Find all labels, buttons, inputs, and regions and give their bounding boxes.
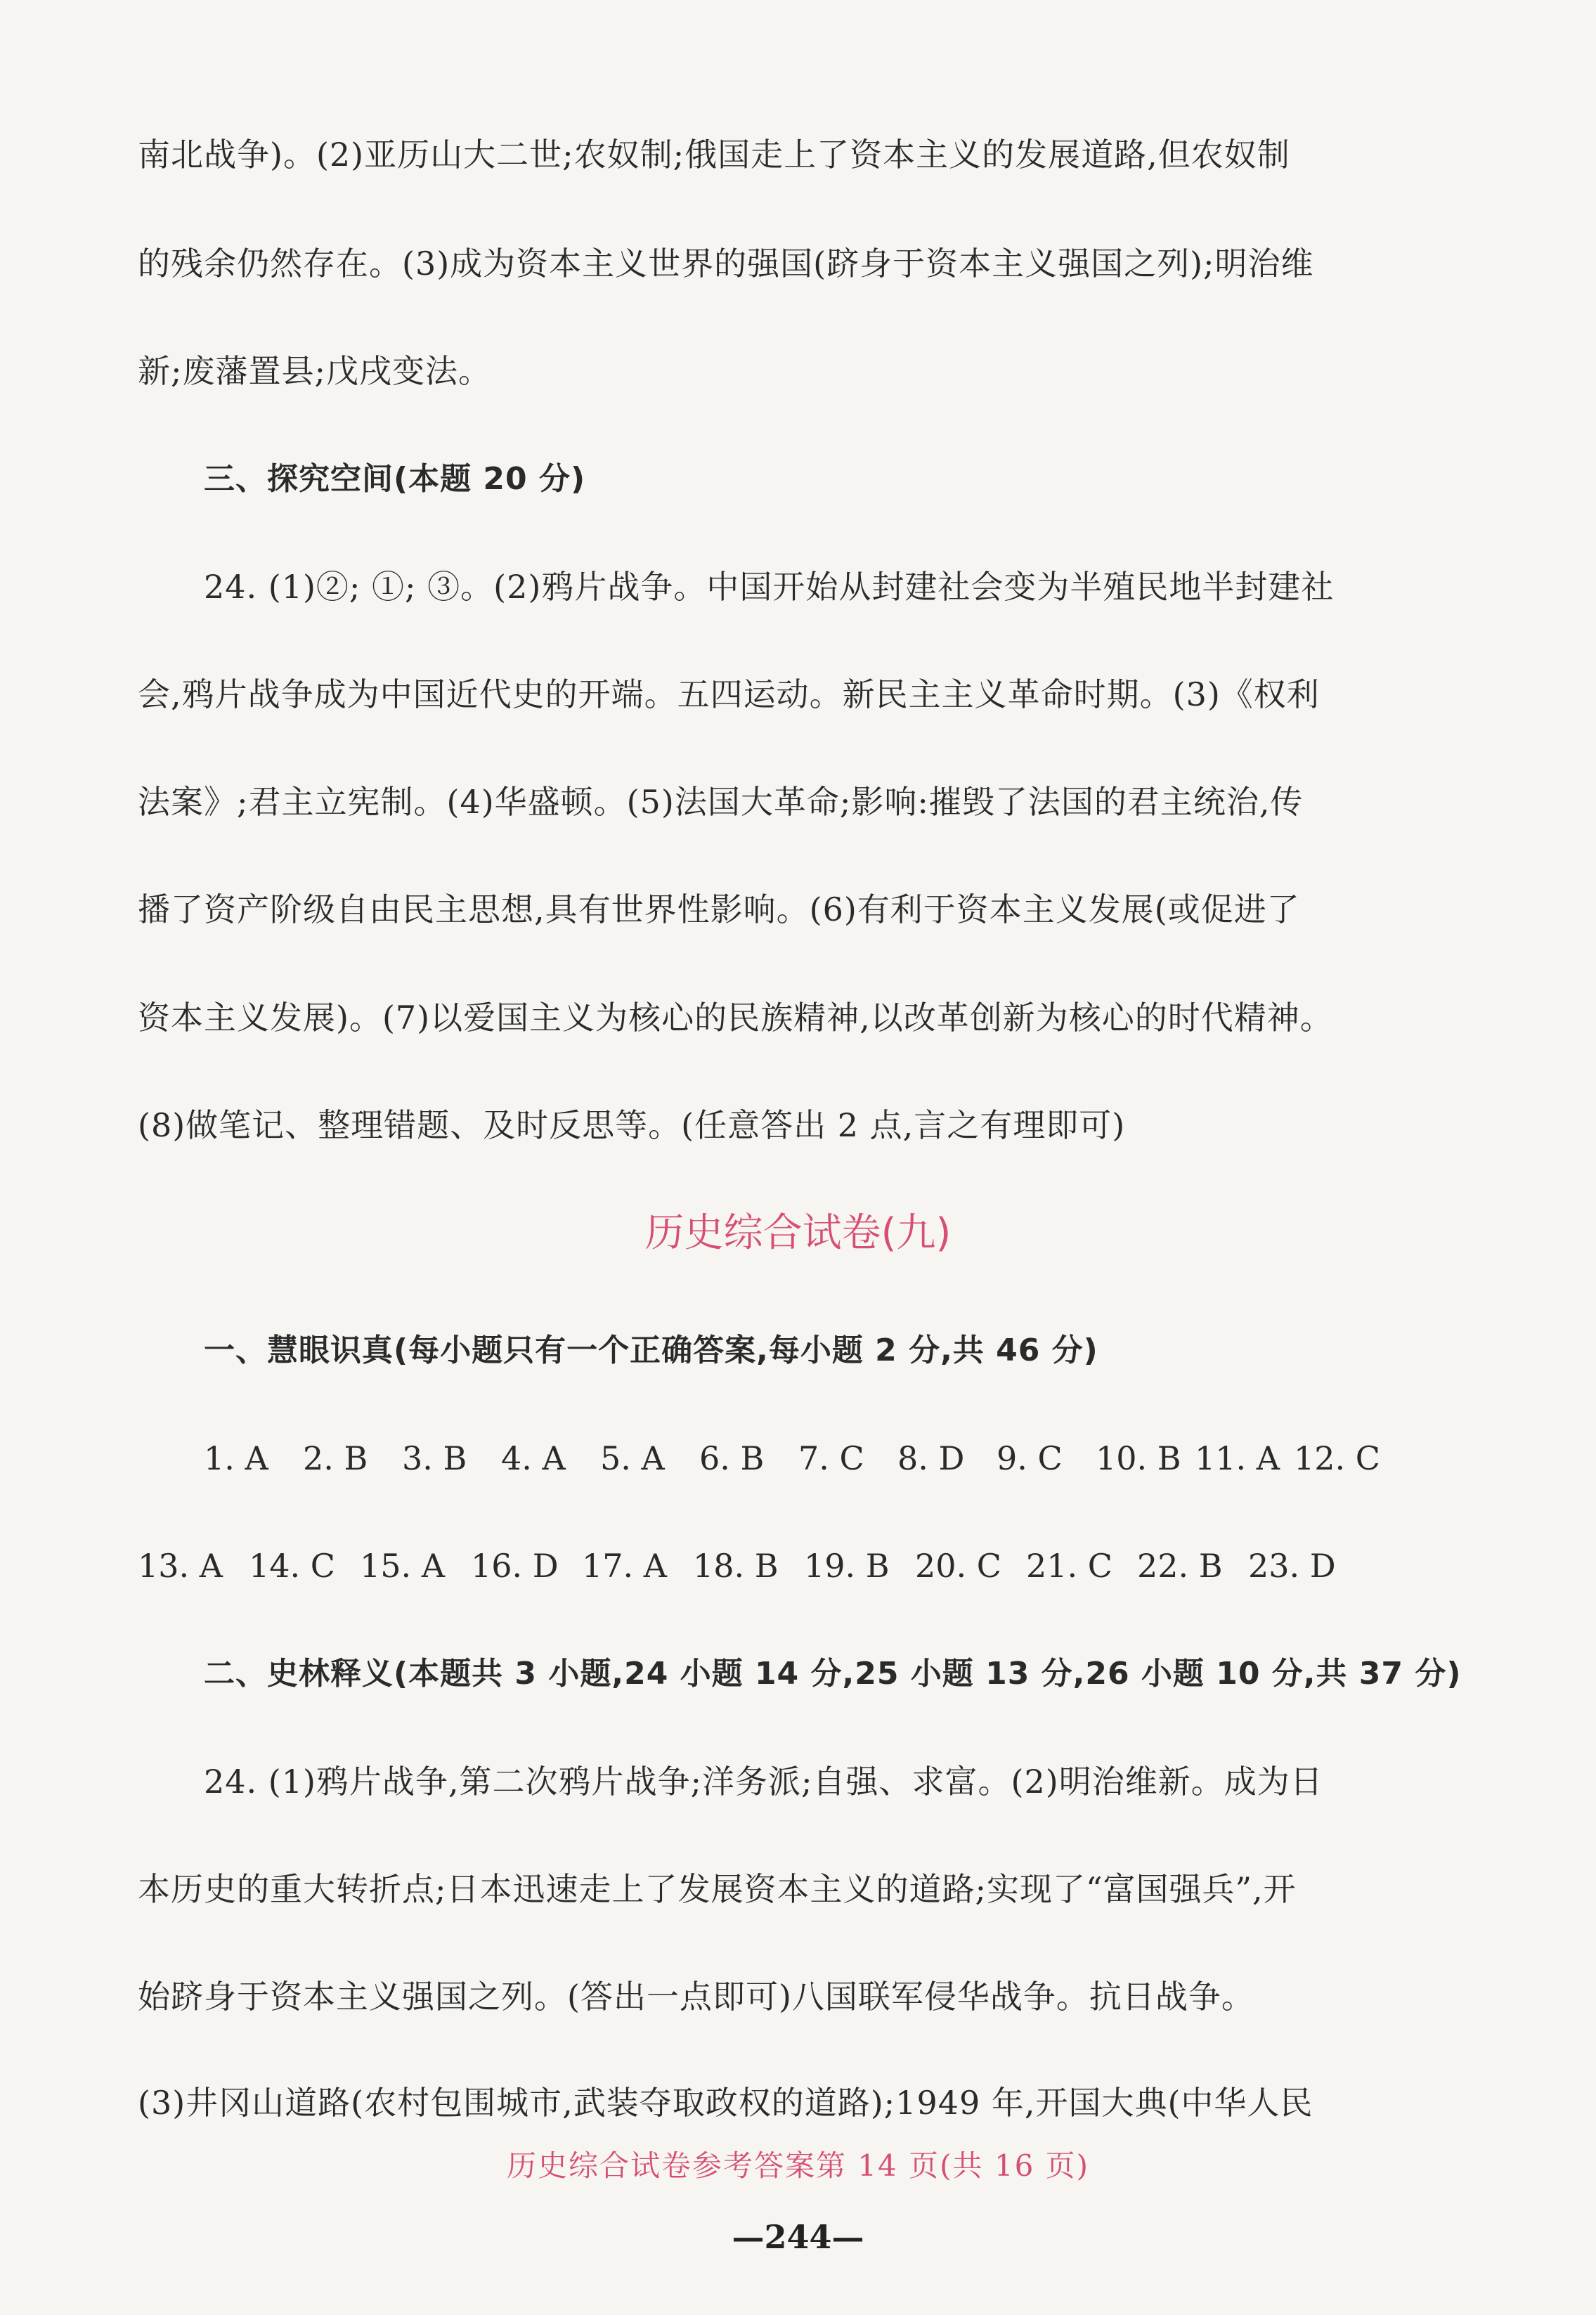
answer-row [204, 1437, 1441, 1479]
answer-item: 17. A [582, 1547, 667, 1585]
section-heading-2: 二、史林释义(本题共 3 小题,24 小题 14 分,25 小题 13 分,26 小题 10 分,共 37 分) [204, 1656, 1462, 1692]
answer-item: 15. A [360, 1547, 445, 1585]
text-line: (3)井冈山道路(农村包围城市,武装夺取政权的道路);1949 年,开国大典(中华人民 [138, 2084, 1313, 2122]
text-line: 24. (1)鸦片战争,第二次鸦片战争;洋务派;自强、求富。(2)明治维新。成为日 [204, 1763, 1323, 1801]
text-line: 会,鸦片战争成为中国近代史的开端。五四运动。新民主主义革命时期。(3)《权利 [138, 675, 1320, 713]
answer-item: 23. D [1248, 1547, 1336, 1585]
text-line: (8)做笔记、整理错题、及时反思等。(任意答出 2 点,言之有理即可) [138, 1106, 1126, 1144]
paper-title: 历史综合试卷(九) [644, 1210, 952, 1256]
page-footer: 历史综合试卷参考答案第 14 页(共 16 页) [506, 2148, 1090, 2183]
text-line: 始跻身于资本主义强国之列。(答出一点即可)八国联军侵华战争。抗日战争。 [138, 1978, 1254, 2016]
answer-item: 6. B [699, 1439, 765, 1477]
answer-item: 7. C [798, 1439, 864, 1477]
answer-item: 20. C [915, 1547, 1001, 1585]
text-line: 的残余仍然存在。(3)成为资本主义世界的强国(跻身于资本主义强国之列);明治维 [138, 245, 1314, 283]
section-heading-3: 三、探究空间(本题 20 分) [204, 461, 586, 497]
page-number: —244— [732, 2218, 864, 2256]
text-line: 南北战争)。(2)亚历山大二世;农奴制;俄国走上了资本主义的发展道路,但农奴制 [138, 136, 1290, 174]
answer-item: 19. B [804, 1547, 890, 1585]
answer-item: 12. C [1294, 1439, 1380, 1477]
text-line: 本历史的重大转折点;日本迅速走上了发展资本主义的道路;实现了“富国强兵”,开 [138, 1870, 1297, 1908]
answer-item: 11. A [1195, 1439, 1280, 1477]
answer-item: 8. D [897, 1439, 965, 1477]
text-line: 法案》;君主立宪制。(4)华盛顿。(5)法国大革命;影响:摧毁了法国的君主统治,传 [138, 783, 1304, 821]
text-line: 播了资产阶级自由民主思想,具有世界性影响。(6)有利于资本主义发展(或促进了 [138, 890, 1300, 928]
answer-item: 2. B [303, 1439, 368, 1477]
answer-item: 5. A [600, 1439, 665, 1477]
answer-item: 14. C [249, 1547, 335, 1585]
answer-row [138, 1545, 1375, 1587]
text-line: 新;废藩置县;戊戌变法。 [138, 352, 491, 390]
answer-item: 22. B [1137, 1547, 1223, 1585]
text-line: 24. (1)②; ①; ③。(2)鸦片战争。中国开始从封建社会变为半殖民地半封建社 [204, 568, 1335, 606]
answer-item: 10. B [1096, 1439, 1181, 1477]
answer-item: 4. A [501, 1439, 566, 1477]
answer-item: 18. B [693, 1547, 779, 1585]
answer-item: 3. B [402, 1439, 467, 1477]
answer-item: 1. A [204, 1439, 268, 1477]
section-heading-1: 一、慧眼识真(每小题只有一个正确答案,每小题 2 分,共 46 分) [204, 1332, 1098, 1368]
answer-item: 13. A [138, 1547, 223, 1585]
answer-item: 9. C [997, 1439, 1063, 1477]
text-line: 资本主义发展)。(7)以爱国主义为核心的民族精神,以改革创新为核心的时代精神。 [138, 999, 1333, 1037]
answer-item: 21. C [1026, 1547, 1112, 1585]
answer-item: 16. D [471, 1547, 559, 1585]
